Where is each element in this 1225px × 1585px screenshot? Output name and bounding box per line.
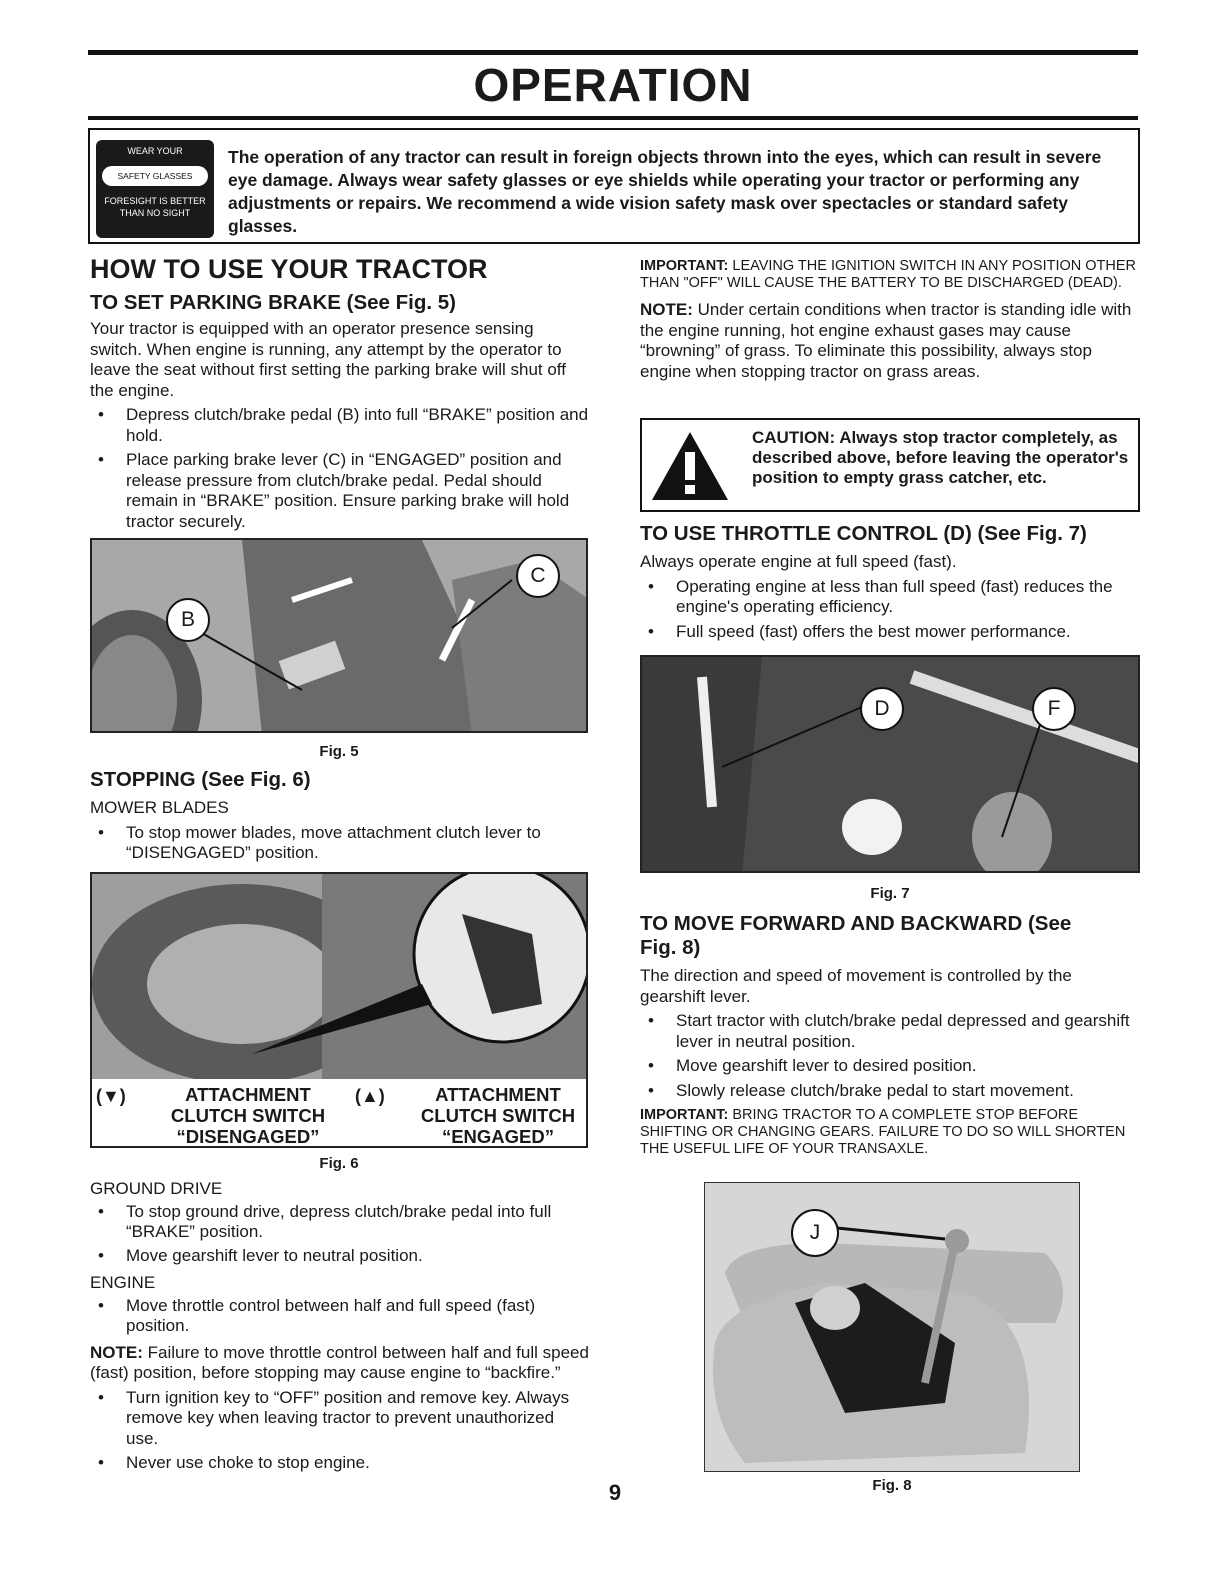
figure-8-image [704,1182,1080,1472]
note-text: Failure to move throttle control between half and full speed (fast) position, before stopping may cause engine to “backfire.” [90,1342,589,1382]
important-gears [640,1107,1140,1158]
throttle-title: TO USE THROTTLE CONTROL (D) (See Fig. 7) [640,522,1087,545]
section-heading [90,254,590,285]
warning-triangle-icon [650,430,730,502]
parking-bullet-1: • Depress clutch/brake pedal (B) into full “BRAKE” position and hold. [90,405,590,446]
ground-bullet-2: • Move gearshift lever to neutral position. [90,1246,590,1267]
ground-drive-section [90,1179,590,1474]
badge-line-1: WEAR YOUR [127,146,183,156]
fig6-caption: Fig. 6 [319,1155,359,1172]
parking-brake-section [90,291,590,532]
mower-blades-bullet: • To stop mower blades, move attachment clutch lever to “DISENGAGED” position. [90,823,590,864]
engaged-icon: (▲) [355,1086,385,1106]
safety-warning-text: The operation of any tractor can result in foreign objects thrown into the eyes, which can result in severe eye damage. Always wear safety glasses or eye shields while operating your tractor or performing any adjustments or repairs. We recommend a wide vision safety mask over spectacles or standard safety glasses. [228,147,1102,236]
parking-bullet-2: • Place parking brake lever (C) in “ENGAGED” position and release pressure from clutch/brake pedal. Pedal should remain in “BRAKE” position. Ensure parking brake will hold tractor securely. [90,450,590,532]
browning-note [640,300,1140,382]
important-text: LEAVING THE IGNITION SWITCH IN ANY POSITION OTHER THAN "OFF" WILL CAUSE THE BATTERY TO BE DISCHARGED (DEAD). [640,258,1137,291]
title-rule [88,116,1138,120]
fig7-caption: Fig. 7 [870,885,910,902]
fig5-callout-c: C [516,554,560,598]
fig5-callout-b: B [166,598,210,642]
move-title: TO MOVE FORWARD AND BACKWARD (See Fig. 8) [640,912,1072,959]
throttle-bullet-1: • Operating engine at less than full speed (fast) reduces the engine's operating efficiency. [640,577,1140,618]
badge-line-3: FORESIGHT IS BETTER [104,196,206,206]
choke-bullet: • Never use choke to stop engine. [90,1453,590,1474]
note-label-right: NOTE: [640,300,693,319]
parking-brake-intro: Your tractor is equipped with an operator presence sensing switch. When engine is running, any attempt by the operator to leave the seat without first setting the parking brake will shut off the engine. [90,319,566,400]
disengaged-icon: (▼) [96,1086,126,1106]
stopping-section [90,768,590,864]
badge-line-2: SAFETY GLASSES [102,166,208,186]
fig7-callout-f: F [1032,687,1076,731]
ground-drive-label: GROUND DRIVE [90,1179,223,1198]
move-intro: The direction and speed of movement is controlled by the gearshift lever. [640,966,1072,1006]
fig6-engaged-label: ATTACHMENT CLUTCH SWITCH “ENGAGED” [420,1084,576,1147]
page-title: OPERATION [473,59,753,111]
fig5-caption: Fig. 5 [319,743,359,760]
how-to-use-heading: HOW TO USE YOUR TRACTOR [90,254,488,284]
ignition-bullet: • Turn ignition key to “OFF” position and remove key. Always remove key when leaving tractor to prevent unauthorized use. [90,1388,590,1450]
figure-5-image [90,538,588,733]
important2-label: IMPORTANT: [640,1107,729,1123]
engine-bullet: • Move throttle control between half and full speed (fast) position. [90,1296,590,1337]
important2-text: BRING TRACTOR TO A COMPLETE STOP BEFORE SHIFTING OR CHANGING GEARS. FAILURE TO DO SO WILL SHORTEN THE USEFUL LIFE OF YOUR TRANSAXLE. [640,1107,1126,1157]
figure-7-image [640,655,1140,873]
fig7-callout-d: D [860,687,904,731]
fig8-caption: Fig. 8 [872,1477,912,1494]
throttle-section [640,522,1140,642]
fig6-illustration [92,874,588,1079]
important-label: IMPORTANT: [640,258,729,274]
top-rule [88,50,1138,55]
ground-bullet-1: • To stop ground drive, depress clutch/brake pedal into full “BRAKE” position. [90,1202,590,1243]
throttle-bullet-2: • Full speed (fast) offers the best mower performance. [640,622,1140,643]
parking-brake-title: TO SET PARKING BRAKE (See Fig. 5) [90,291,457,314]
stopping-title: STOPPING (See Fig. 6) [90,768,311,791]
page-number: 9 [608,1480,622,1505]
mower-blades-label: MOWER BLADES [90,798,229,817]
fig6-disengaged-label: ATTACHMENT CLUTCH SWITCH “DISENGAGED” [170,1084,326,1147]
right-intro [640,258,1140,382]
caution-text: CAUTION: Always stop tractor completely, as described above, before leaving the operator's position to empty grass catcher, etc. [752,428,1129,487]
move-bullet-2: • Move gearshift lever to desired position. [640,1056,1140,1077]
note-label: NOTE: [90,1342,143,1362]
fig5-illustration [92,540,588,733]
throttle-intro: Always operate engine at full speed (fast). [640,552,957,571]
engine-label: ENGINE [90,1273,156,1292]
fig8-illustration [705,1183,1080,1472]
move-bullet-3: • Slowly release clutch/brake pedal to start movement. [640,1081,1140,1102]
safety-glasses-badge [96,140,214,238]
move-section [640,912,1140,1158]
stopping-note [90,1343,590,1384]
badge-line-4: THAN NO SIGHT [119,208,191,218]
fig8-callout-j: J [791,1209,839,1257]
important-ignition [640,258,1140,292]
move-bullet-1: • Start tractor with clutch/brake pedal depressed and gearshift lever in neutral position. [640,1011,1140,1052]
browning-note-text: Under certain conditions when tractor is standing idle with the engine running, hot engine exhaust gases may cause “browning” of grass. To eliminate this possibility, always stop engine when stopping tractor on grass areas. [640,300,1132,381]
